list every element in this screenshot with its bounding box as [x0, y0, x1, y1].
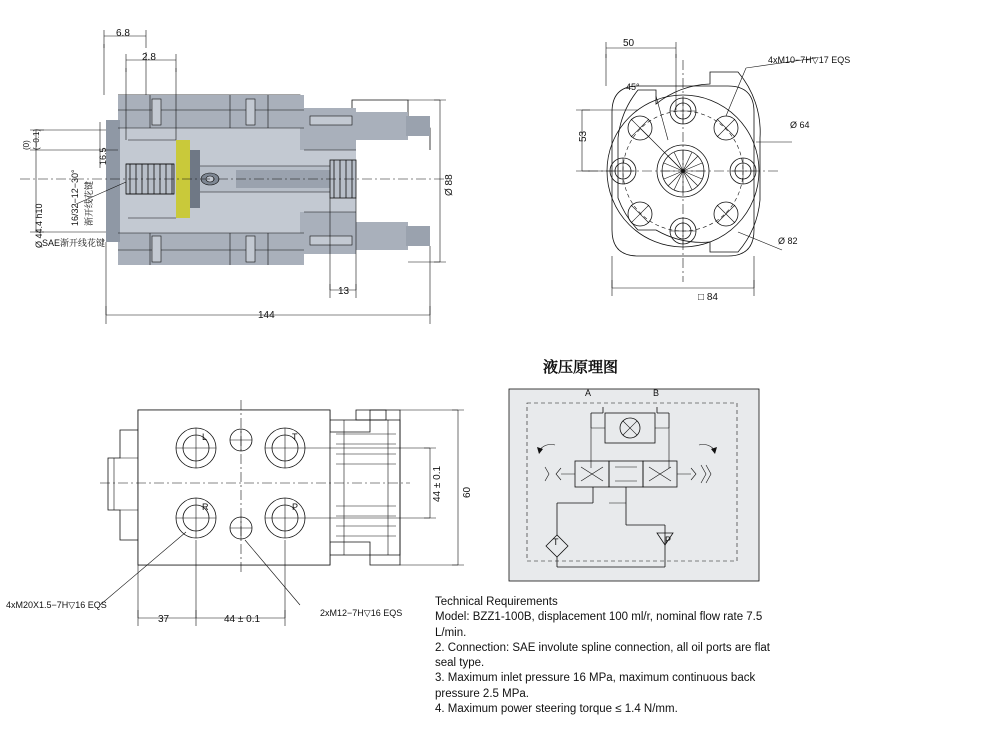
dim-6-8: 6.8: [116, 28, 130, 39]
dim-50: 50: [623, 38, 635, 49]
schematic-port-a: A: [585, 388, 592, 398]
technical-heading: Technical Requirements: [435, 596, 558, 608]
dim-thread-m20: 4xM20X1.5−7H▽16 EQS: [6, 600, 107, 610]
technical-line-3: 3. Maximum inlet pressure 16 MPa, maximum continuous back pressure 2.5 MPa.: [435, 672, 756, 700]
dim-13: 13: [338, 286, 350, 297]
dim-82: Ø 82: [778, 236, 798, 246]
port-label-t: T: [292, 432, 298, 442]
port-label-p: P: [292, 502, 299, 512]
dim-spline-cn: 渐开线花键: [84, 180, 94, 226]
dim-spline-spec: 16/32−12−30°: [70, 169, 80, 226]
dim-45deg: 45°: [626, 82, 640, 92]
dim-tol-lower: (−0.1): [32, 128, 41, 150]
dim-53: 53: [578, 130, 589, 142]
dim-44-tol-h: 44 ± 0.1: [224, 614, 261, 625]
dim-44-tol-v: 44 ± 0.1: [432, 465, 443, 502]
technical-line-2: 2. Connection: SAE involute spline connection, all oil ports are flat seal type.: [435, 641, 770, 670]
schematic-graphics: [505, 385, 765, 605]
technical-line-1: Model: BZZ1-100B, displacement 100 ml/r, nominal flow rate 7.5 L/min.: [435, 611, 763, 639]
dim-2-8: 2.8: [142, 52, 156, 63]
port-label-l: L: [202, 432, 208, 442]
technical-line-4: 4. Maximum power steering torque ≤ 1.4 N/mm.: [435, 702, 678, 715]
dim-16-5: 16.5: [98, 147, 108, 165]
schematic-port-t: T: [553, 537, 559, 547]
dim-thread-m12: 2xM12−7H▽16 EQS: [320, 608, 403, 618]
dim-60: 60: [462, 486, 473, 498]
dim-88: Ø 88: [444, 174, 455, 196]
end-view-graphics: [560, 20, 980, 350]
dim-37: 37: [158, 614, 170, 625]
schematic-title: 液压原理图: [543, 358, 619, 376]
dim-84: □ 84: [698, 292, 718, 303]
schematic-port-p: P: [665, 535, 672, 545]
bottom-view-graphics: [0, 400, 500, 700]
dim-44-4: Ø 44.4 h10: [34, 203, 44, 248]
dim-64: Ø 64: [790, 120, 810, 130]
dim-thread-m10: 4xM10−7H▽17 EQS: [768, 55, 851, 65]
technical-requirements: [435, 595, 775, 717]
dim-144: 144: [258, 310, 275, 321]
dim-sae-spline: SAE渐开线花键: [42, 238, 106, 248]
port-label-r: R: [202, 502, 209, 512]
dim-tol-upper: (0): [22, 140, 31, 150]
schematic-port-b: B: [653, 388, 660, 398]
